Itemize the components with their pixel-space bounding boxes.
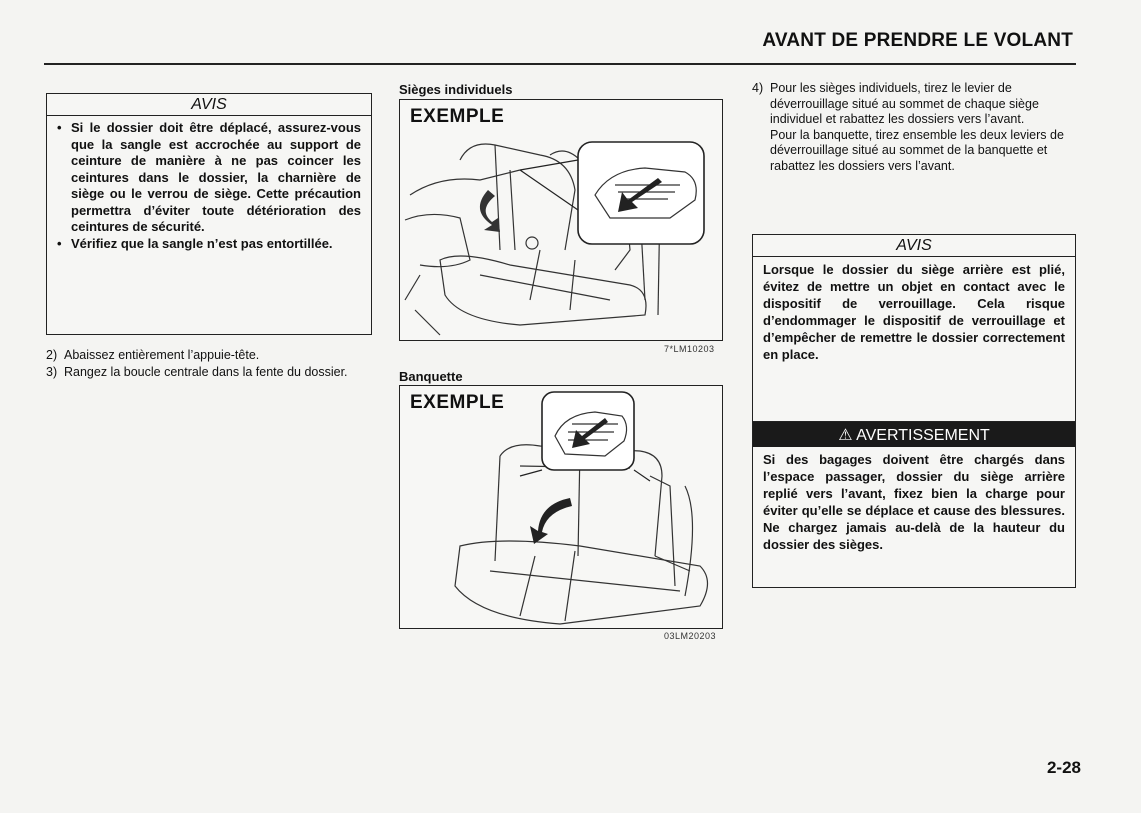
figure-bench-seat [399, 385, 723, 629]
step-text: Abaissez entièrement l’appuie-tête. [64, 348, 260, 362]
arrow-fold-icon [530, 498, 572, 544]
bench-seat-illustration [400, 386, 722, 628]
notice-title: AVIS [47, 94, 371, 116]
warning-header [753, 422, 1075, 447]
figure-code: 7*LM10203 [664, 344, 715, 354]
notice-body: Lorsque le dossier du siège arrière est plié, évitez de mettre un objet en contact avec le dispositif de verrouillage. Cela risque d’endommager le dispositif de verrouillage et d’empêcher de remettre le dossier correctement en place. [763, 262, 1065, 362]
step-text: Rangez la boucle centrale dans la fente du dossier. [64, 365, 348, 379]
figure-code: 03LM20203 [664, 631, 717, 641]
step-2 [46, 348, 376, 364]
warning-title: AVERTISSEMENT [856, 427, 990, 444]
warning-body: Si des bagages doivent être chargés dans l’espace passager, dossier du siège arrière replié vers l’avant, fixez bien la charge pour éviter qu’elle se déplace et cause des blessures. Ne chargez jamais au-delà de la hauteur du dossier des sièges. [763, 452, 1065, 552]
notice-bullet: • Vérifiez que la sangle n’est pas entortillée. [57, 236, 361, 253]
notice-body [47, 116, 371, 255]
step-text: Pour les sièges individuels, tirez le levier de déverrouillage situé au sommet de chaque siège individuel et rabattez les dossiers vers l’avant. [770, 81, 1039, 126]
step-4 [752, 81, 1074, 174]
figure-example-label: EXEMPLE [410, 106, 505, 127]
figure-example-label: EXEMPLE [410, 392, 505, 413]
notice-box-right [752, 234, 1076, 428]
warning-box [752, 421, 1076, 588]
notice-title: AVIS [753, 235, 1075, 257]
step-text: Pour la banquette, tirez ensemble les deux leviers de déverrouillage situé au sommet de la banquette et rabattez les dossiers vers l’avant. [770, 127, 1064, 173]
step-number: 2) [46, 348, 58, 362]
step-number: 4) [752, 81, 764, 95]
notice-box-left [46, 93, 372, 335]
warning-triangle-icon: ⚠ [838, 427, 853, 444]
step-3 [46, 365, 376, 381]
individual-seats-illustration [400, 100, 722, 340]
figure-label-bench: Banquette [399, 369, 463, 384]
zoom-inset-latch [542, 392, 634, 470]
page-number: 2-28 [1046, 758, 1081, 777]
step-number: 3) [46, 365, 58, 379]
figure-label-individual-seats: Sièges individuels [399, 82, 513, 97]
section-title: AVANT DE PRENDRE LE VOLANT [762, 30, 1073, 51]
figure-individual-seats [399, 99, 723, 341]
header-rule [44, 63, 1076, 65]
notice-bullet: • Si le dossier doit être déplacé, assurez-vous que la sangle est accrochée au support de ceinture de manière à ne pas coincer les ceintures dans le dossier, la charnière de siège ou le verrou de siège. Cette précaution permettra d’éviter toute détérioration des ceintures de sécurité. [57, 120, 361, 236]
